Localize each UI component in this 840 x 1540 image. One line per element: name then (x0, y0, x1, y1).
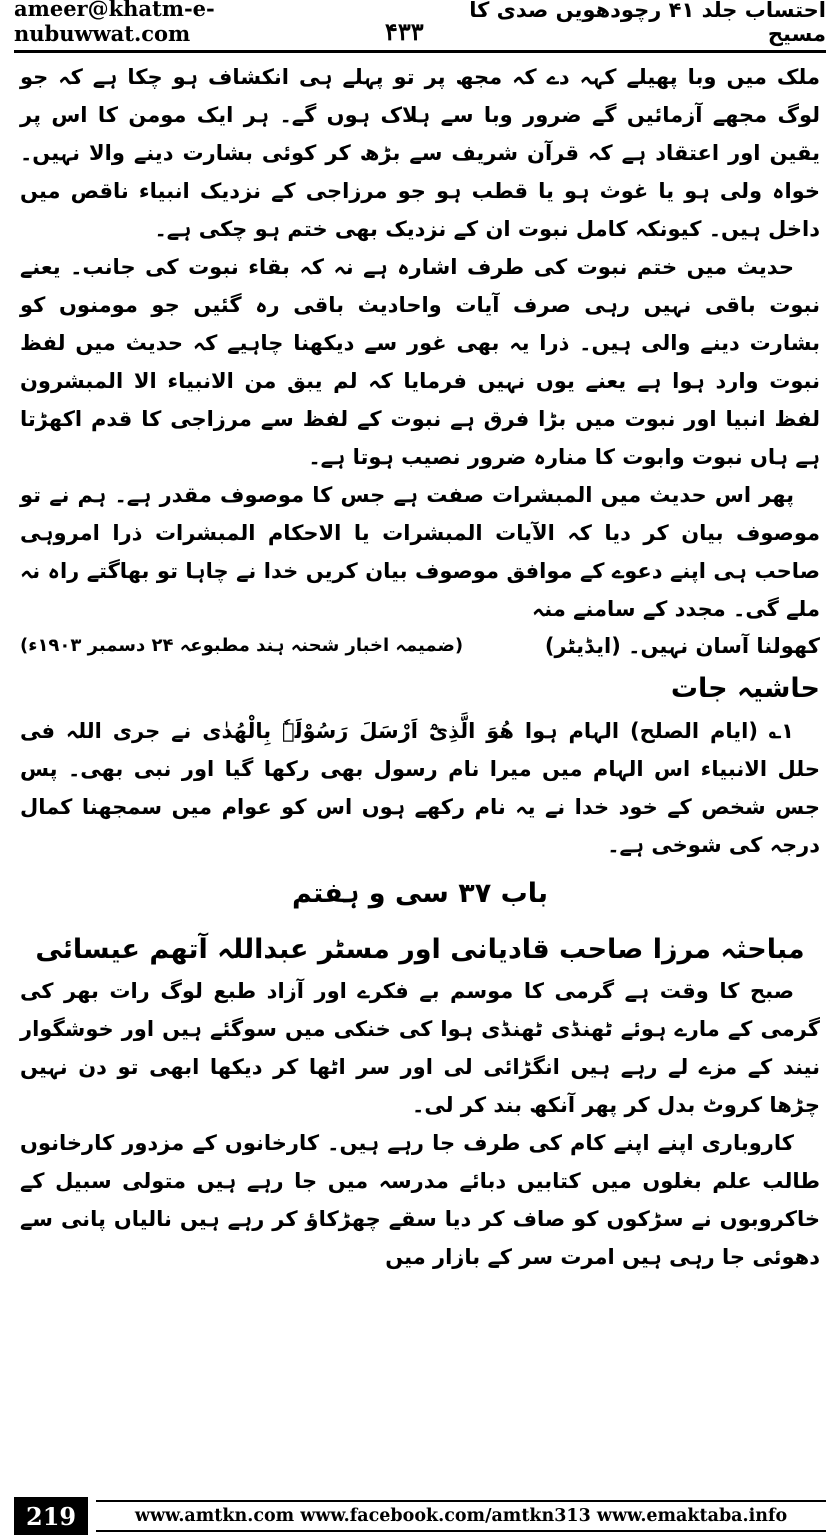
paragraph-3: پھر اس حدیث میں المبشرات صفت ہے جس کا موصوف مقدر ہے۔ ہم نے تو موصوف بیان کر دیا کہ الآیات المبشرات یا الاحکام المبشرات ذرا امروہی صاحب ہی اپنے دعوے کے موافق موصوف بیان کریں خدا نے چاہا تو بھاگتے راہ نہ ملے گی۔ مجدد کے سامنے منہ (20, 483, 820, 621)
page-footer (14, 1496, 826, 1536)
chapter-paragraph-2: کاروباری اپنے اپنے کام کی طرف جا رہے ہیں۔ کارخانوں کے مزدور کارخانوں طالب علم بغلوں میں کتابیں دبائے مدرسہ میں جا رہے ہیں متولی سبیل کے خاکروبوں نے سڑکوں کو صاف کر دیا سقے چھڑکاؤ کر رہے ہیں نالیاں پانی سے دھوئی جا رہی ہیں امرت سر کے بازار میں (20, 1131, 820, 1269)
footnote: ۱؎ (ایام الصلح) الہام ہوا ھُوَ الَّذِیْٓ اَرْسَلَ رَسُوْلَہٗ بِالْھُدٰی نے جری اللہ فی حلل الانبیاء اس الہام میں میرا نام رسول بھی رکھا گیا اور نبی بھی۔ پس جس شخص کے خود خدا نے یہ نام رکھے ہوں اس کو عوام میں سمجھنا کمال درجہ کی شوخی ہے۔ (20, 719, 820, 857)
header-left (14, 0, 424, 50)
header-email[interactable]: ameer@khatm-e-nubuwwat.com (14, 0, 215, 46)
heading-title: مباحثہ مرزا صاحب قادیانی اور مسٹر عبداللہ آتھم عیسائی (35, 934, 805, 965)
paragraph-2: حدیث میں ختم نبوت کی طرف اشارہ ہے نہ کہ بقاء نبوت کی جانب۔ یعنے نبوت باقی نہیں رہی صرف آیات واحادیث باقی رہ گئیں جو مومنوں کو بشارت دینے والی ہیں۔ ذرا یہ بھی غور سے دیکھنا چاہیے کہ حدیث میں لفظ نبوت وارد ہوا ہے یعنے یوں نہیں فرمایا کہ لم یبق من الانبیاء الا المبشرون لفظ انبیا اور نبوت میں بڑا فرق ہے نبوت کے لفظ سے مرزاجی کا قدم اکھڑتا ہے ہاں نبوت وابوت کا منارہ ضرور نصیب ہوتا ہے۔ (20, 255, 820, 469)
header-book-title: احتساب جلد ۴۱ رچودھویں صدی کا مسیح (469, 0, 826, 46)
page-header (14, 0, 826, 53)
chapter-title: باب ۳۷ سی و ہفتم (291, 878, 549, 909)
header-page-number: ۴۳۳ (384, 17, 424, 46)
signoff-reference: (ضمیمہ اخبار شحنہ ہند مطبوعہ ۲۴ دسمبر ۱۹۰۳ء) (20, 635, 464, 656)
footer-page-number: 219 (14, 1497, 88, 1535)
editor-signoff (20, 628, 820, 664)
signoff-text: کھولنا آسان نہیں۔ (ایڈیٹر) (544, 634, 820, 658)
chapter-paragraph-1: صبح کا وقت ہے گرمی کا موسم بے فکرے اور آزاد طبع لوگ رات بھر کی گرمی کے مارے ہوئے ٹھنڈی ٹھنڈی ہوا کی خنکی میں سوگئے ہیں اور خوشگوار نیند کے مزے لے رہے ہیں انگڑائی لی اور سر اٹھا کر دیکھا ابھی تو دن نہیں چڑھا کروٹ بدل کر پھر آنکھ بند کر لی۔ (20, 979, 820, 1117)
section-title: حاشیہ جات (670, 673, 820, 704)
paragraph-1: ملک میں وبا پھیلے کہہ دے کہ مجھ پر تو پہلے ہی انکشاف ہو چکا ہے کہ جو لوگ مجھے آزمائیں گے ضرور وبا سے ہلاک ہوں گے۔ ہر ایک مومن کا اس پر یقین اور اعتقاد ہے کہ قرآن شریف سے بڑھ کر کوئی بشارت دینے والا نہیں۔ خواہ ولی ہو یا غوث ہو یا قطب ہو جو مرزاجی کے نزدیک انبیاء ناقص میں داخل ہیں۔ کیونکہ کامل نبوت ان کے نزدیک بھی ختم ہو چکی ہے۔ (20, 65, 820, 241)
page-content (20, 58, 820, 1276)
footer-links[interactable]: www.amtkn.com www.facebook.com/amtkn313 www.emaktaba.info (96, 1500, 826, 1532)
